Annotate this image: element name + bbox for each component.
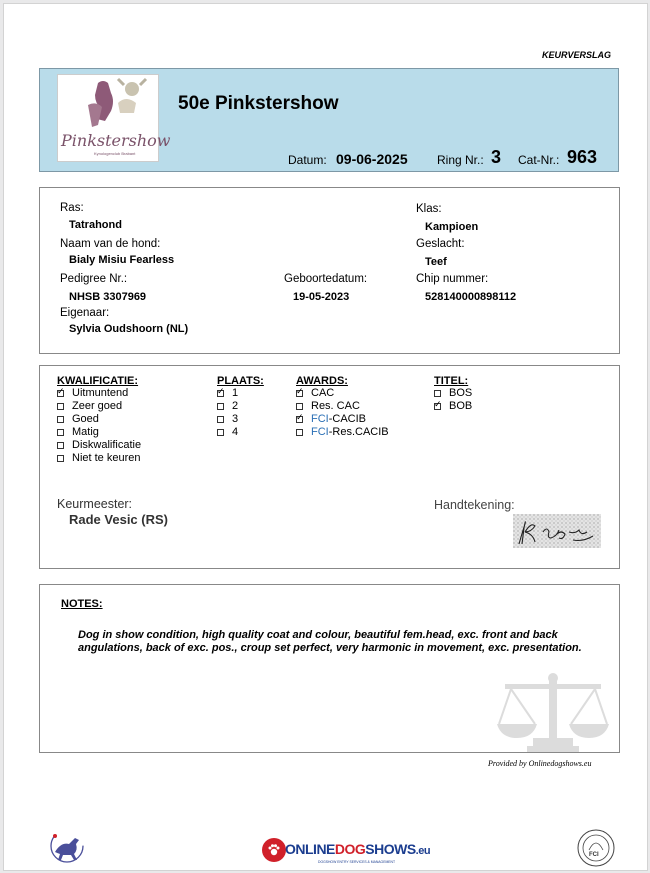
brand-shows: SHOWS (365, 841, 416, 857)
ring-value: 3 (491, 147, 502, 167)
option-label: 4 (232, 426, 239, 438)
fci-prefix: FCI (311, 413, 329, 425)
awards-section (296, 375, 389, 439)
pedigree-value: NHSB 3307969 (69, 291, 147, 303)
option-row (296, 387, 389, 400)
scale-watermark-icon (497, 672, 609, 759)
option-row (217, 413, 264, 426)
checkbox-checked[interactable] (57, 390, 64, 397)
date-value: 09-06-2025 (336, 151, 408, 167)
handtekening-label: Handtekening: (434, 498, 515, 512)
titel-header: TITEL: (434, 375, 469, 387)
brand-tagline: DOGSHOW ENTRY SERVICES & MANAGEMENT (318, 860, 396, 864)
awards-list (296, 387, 389, 439)
option-label: BOB (449, 400, 473, 412)
brand-online: ONLINE (285, 841, 335, 857)
provided-by: Provided by Onlinedogshows.eu (488, 759, 592, 768)
eigenaar-value: Sylvia Oudshoorn (NL) (69, 323, 189, 335)
geboorte-label: Geboortedatum: (284, 273, 368, 285)
chip-label: Chip nummer: (416, 273, 489, 285)
checkbox-unchecked[interactable] (296, 403, 303, 410)
kwalificatie-section (57, 375, 141, 465)
option-row (217, 400, 264, 413)
option-row (57, 452, 141, 465)
option-row (434, 400, 472, 413)
plaats-header: PLAATS: (217, 375, 264, 387)
notes-header: NOTES: (61, 598, 103, 610)
chip-value: 528140000898112 (425, 291, 517, 303)
fci-seal-text: FCI (589, 852, 599, 858)
fci-seal-icon (576, 828, 616, 868)
onlinedogshows-logo (262, 838, 431, 868)
option-label: Goed (72, 413, 99, 425)
option-row (57, 426, 141, 439)
logo-text: Pinkstershow (61, 131, 171, 150)
option-row (296, 426, 389, 439)
ring-label: Ring Nr.: (437, 153, 484, 167)
checkbox-checked[interactable] (296, 416, 303, 423)
checkbox-unchecked[interactable] (57, 403, 64, 410)
cat-label: Cat-Nr.: (518, 153, 560, 167)
paw-icon (262, 838, 286, 862)
checkbox-unchecked[interactable] (217, 416, 224, 423)
date-label: Datum: (288, 153, 327, 167)
option-row (296, 400, 389, 413)
dog-figure-icon (58, 75, 158, 135)
option-row (57, 387, 141, 400)
notes-box (39, 584, 620, 753)
pedigree-label: Pedigree Nr.: (60, 273, 128, 285)
option-label: 1 (232, 387, 239, 399)
judging-box (39, 365, 620, 569)
club-dog-logo-icon (47, 826, 87, 871)
ras-label: Ras: (60, 202, 84, 214)
checkbox-unchecked[interactable] (57, 429, 64, 436)
brand-dog: DOG (334, 841, 366, 857)
option-row (217, 426, 264, 439)
option-row (57, 413, 141, 426)
naam-value: Bialy Misiu Fearless (69, 254, 175, 266)
checkbox-unchecked[interactable] (217, 429, 224, 436)
titel-section (434, 375, 472, 413)
option-label: Diskwalificatie (72, 439, 142, 451)
notes-text: Dog in show condition, high quality coat and colour, beautiful fem.head, exc. front and back angulations, back of exc. pos., croup set perfect, very harmonic in movement, exc. presentation. (78, 629, 582, 654)
plaats-list (217, 387, 264, 439)
klas-value: Kampioen (425, 221, 479, 233)
keurmeester-label: Keurmeester: (57, 497, 133, 511)
checkbox-checked[interactable] (434, 403, 441, 410)
checkbox-checked[interactable] (296, 390, 303, 397)
checkbox-unchecked[interactable] (57, 455, 64, 462)
option-row (57, 400, 141, 413)
option-label: 2 (232, 400, 239, 412)
checkbox-unchecked[interactable] (217, 403, 224, 410)
option-label: -Res.CACIB (328, 426, 389, 438)
checkbox-unchecked[interactable] (296, 429, 303, 436)
checkbox-unchecked[interactable] (434, 390, 441, 397)
option-label: Uitmuntend (72, 387, 129, 399)
report-page (3, 3, 648, 871)
logo-subtext: Kynologenclub Brabant (94, 151, 136, 156)
kwalificatie-header: KWALIFICATIE: (57, 375, 139, 387)
option-label: Niet te keuren (72, 452, 141, 464)
fci-prefix: FCI (311, 426, 329, 438)
option-label: Zeer goed (72, 400, 123, 412)
report-type: KEURVERSLAG (542, 50, 612, 60)
show-title: 50e Pinkstershow (178, 93, 339, 114)
show-logo (57, 74, 171, 162)
option-label: Matig (72, 426, 99, 438)
geslacht-label: Geslacht: (416, 238, 465, 250)
checkbox-unchecked[interactable] (57, 416, 64, 423)
option-label: CAC (311, 387, 335, 399)
option-label: BOS (449, 387, 473, 399)
option-row (296, 413, 389, 426)
titel-list (434, 387, 472, 413)
dog-info-box (39, 187, 620, 354)
brand-name (285, 841, 430, 857)
checkbox-checked[interactable] (217, 390, 224, 397)
keurmeester-value: Rade Vesic (RS) (69, 512, 168, 527)
awards-header: AWARDS: (296, 375, 348, 387)
kwalificatie-list (57, 387, 141, 465)
signature-image (513, 514, 601, 548)
plaats-section (217, 375, 264, 439)
geboorte-value: 19-05-2023 (293, 291, 350, 303)
cat-value: 963 (567, 147, 598, 167)
option-label: -CACIB (328, 413, 367, 425)
show-header (39, 68, 619, 172)
checkbox-unchecked[interactable] (57, 442, 64, 449)
option-label: Res. CAC (311, 400, 360, 412)
brand-eu: .eu (415, 845, 431, 857)
naam-label: Naam van de hond: (60, 238, 161, 250)
ras-value: Tatrahond (69, 219, 122, 231)
option-label: 3 (232, 413, 239, 425)
option-row (57, 439, 141, 452)
eigenaar-label: Eigenaar: (60, 307, 110, 319)
option-row (217, 387, 264, 400)
klas-label: Klas: (416, 203, 442, 215)
geslacht-value: Teef (425, 256, 447, 268)
